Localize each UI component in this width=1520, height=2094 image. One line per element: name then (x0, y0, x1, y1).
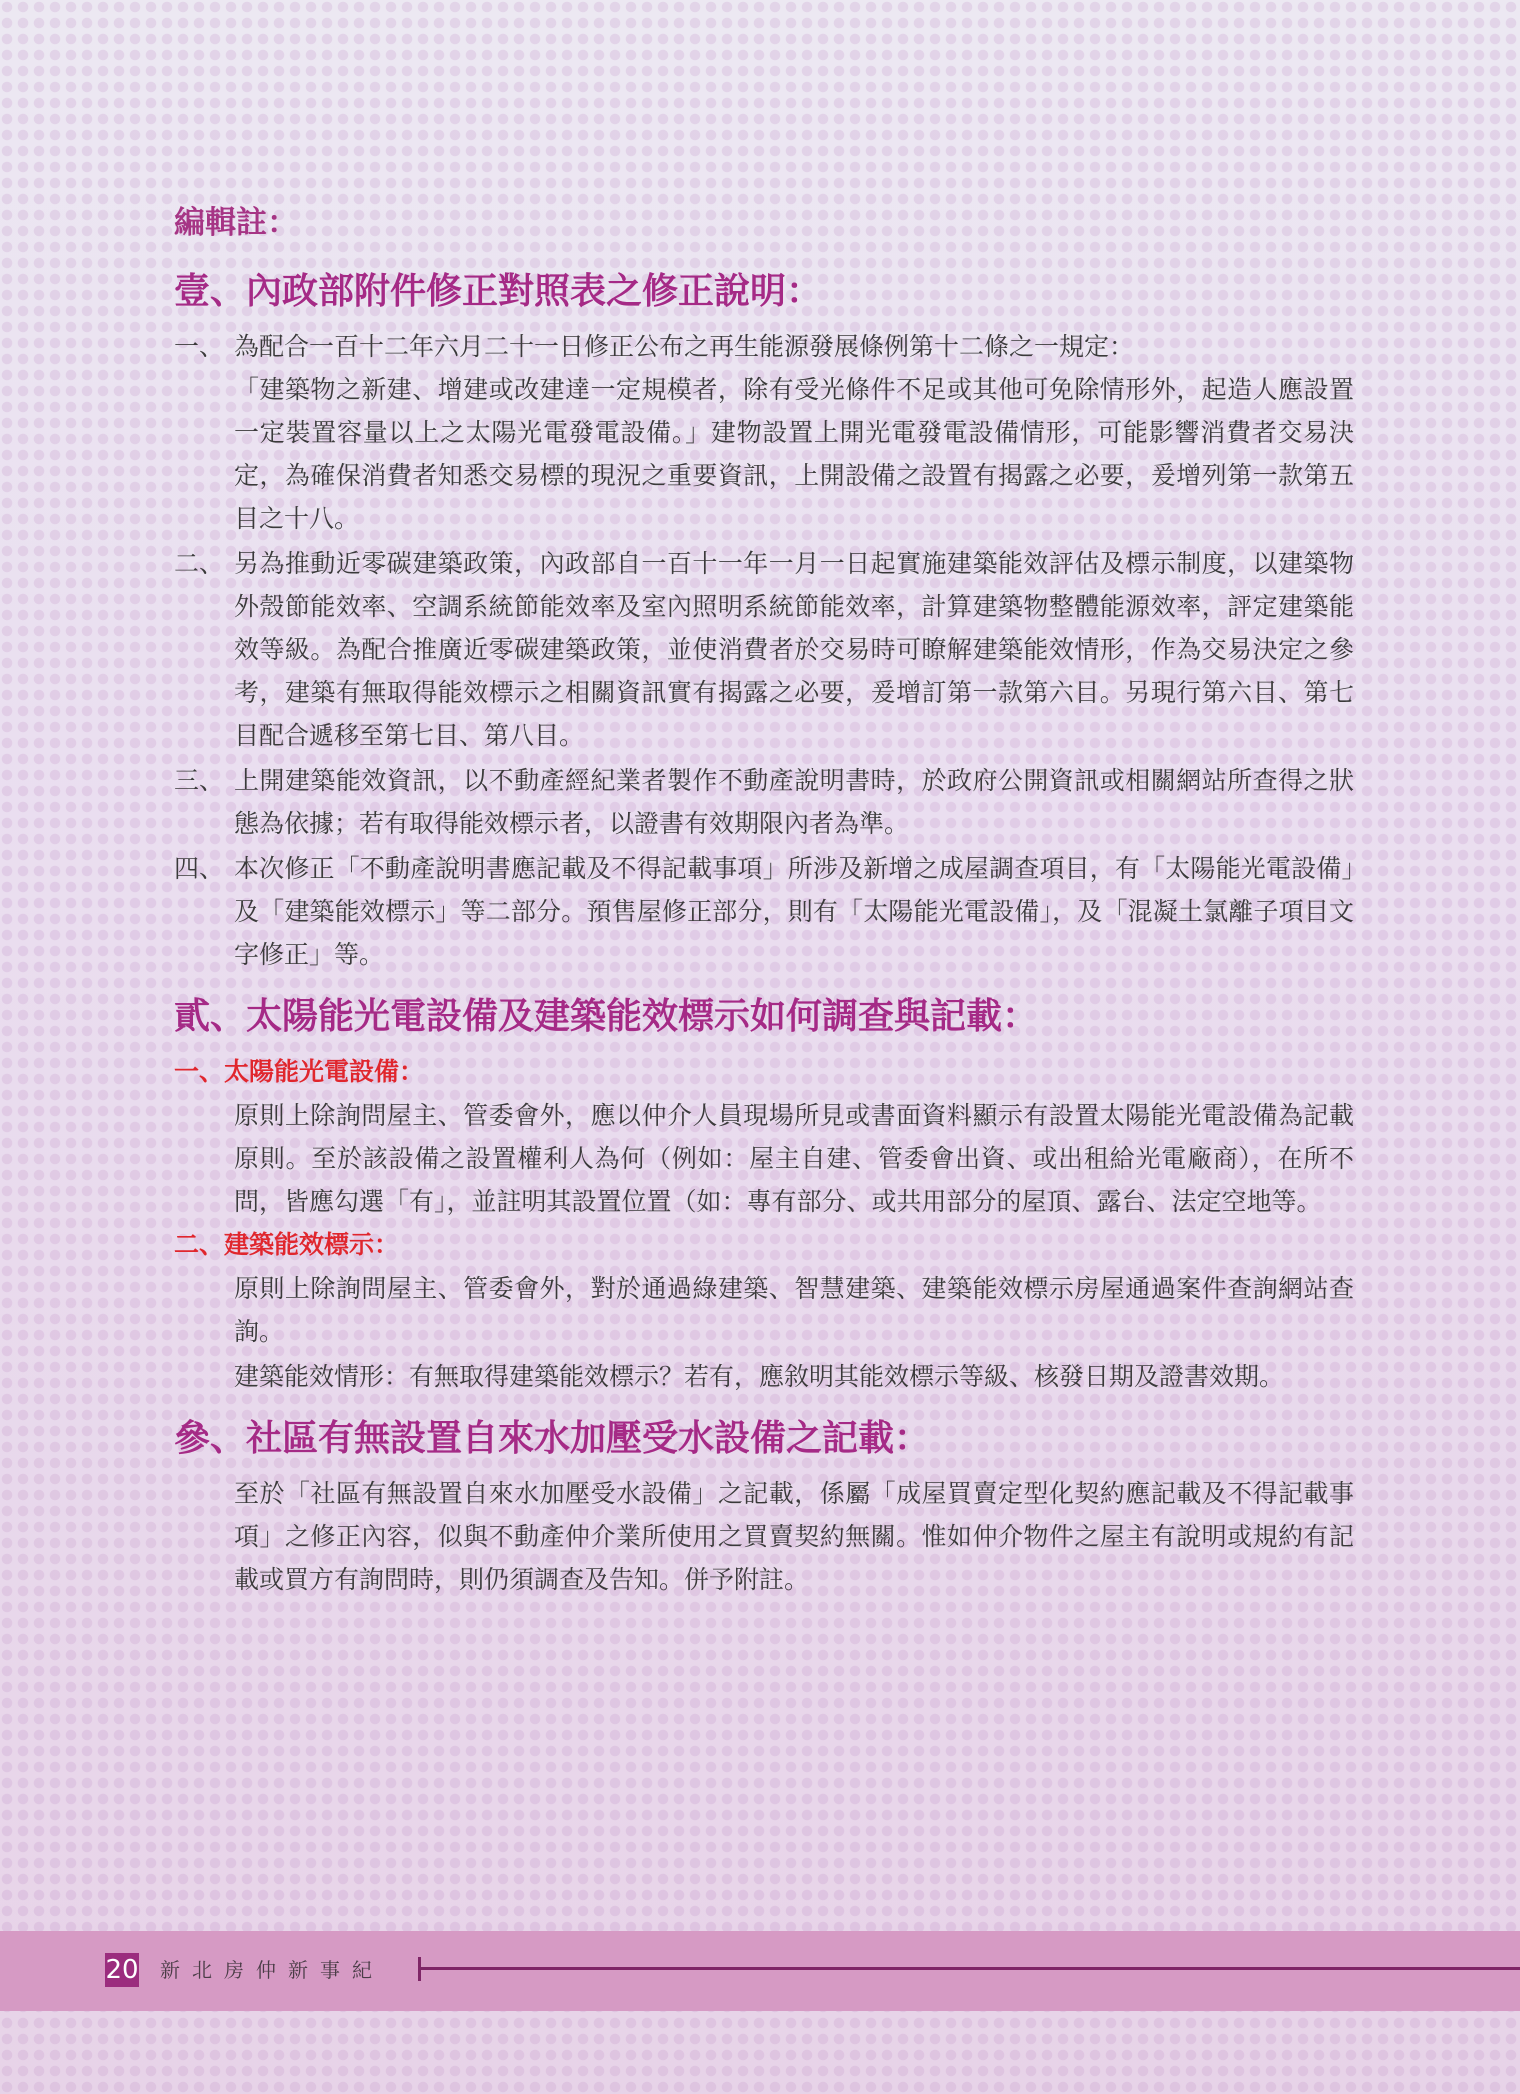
item-number: 二、 (174, 549, 225, 578)
page-number-badge: 20 (105, 1955, 139, 1985)
section-3-paragraph: 至於「社區有無設置自來水加壓受水設備」之記載，係屬「成屋買賣定型化契約應記載及不得記載事項」之修正內容，似與不動產仲介業所使用之買賣契約無關。惟如仲介物件之屋主有說明或規約有記載或買方有詢問時，則仍須調查及告知。併予附註。 (234, 1479, 1354, 1594)
item-text: 本次修正「不動產說明書應記載及不得記載事項」所涉及新增之成屋調查項目，有「太陽能光電設備」及「建築能效標示」等二部分。預售屋修正部分，則有「太陽能光電設備」，及「混凝土氯離子項目文字修正」等。 (234, 854, 1354, 969)
item-number: 四、 (174, 854, 225, 883)
section-2-subtitle-1: 一、太陽能光電設備： (174, 1057, 425, 1086)
section-2-subtitle-2: 二、建築能效標示： (174, 1230, 400, 1259)
section-3-title: 參、社區有無設置自來水加壓受水設備之記載： (174, 1418, 931, 1459)
section-2-sub-1-paragraph: 原則上除詢問屋主、管委會外，應以仲介人員現場所見或書面資料顯示有設置太陽能光電設備為記載原則。至於該設備之設置權利人為何（例如：屋主自建、管委會出資、或出租給光電廠商），在所不問，皆應勾選「有」，並註明其設置位置（如：專有部分、或共用部分的屋頂、露台、法定空地等。 (234, 1101, 1354, 1216)
section-2-sub-2-paragraph-1: 原則上除詢問屋主、管委會外，對於通過綠建築、智慧建築、建築能效標示房屋通過案件查詢網站查詢。 (234, 1274, 1354, 1346)
item-number: 三、 (174, 766, 225, 795)
magazine-name: 新北房仲新事紀 (160, 1958, 384, 1982)
section-1-item-2 (174, 542, 1354, 757)
section-1-item-4 (174, 847, 1354, 976)
section-2-title: 貳、太陽能光電設備及建築能效標示如何調查與記載： (174, 996, 1039, 1037)
editor-note-heading: 編輯註： (174, 205, 298, 241)
section-1-item-3 (174, 759, 1354, 845)
section-2-sub-2-paragraph-2: 建築能效情形：有無取得建築能效標示？若有，應敘明其能效標示等級、核發日期及證書效期。 (234, 1362, 1285, 1391)
page-footer (0, 1931, 1520, 2011)
section-1-title: 壹、內政部附件修正對照表之修正說明： (174, 271, 823, 312)
item-text: 為配合一百十二年六月二十一日修正公布之再生能源發展條例第十二條之一規定： (234, 332, 1135, 361)
item-text: 另為推動近零碳建築政策，內政部自一百十一年一月一日起實施建築能效評估及標示制度，以建築物外殼節能效率、空調系統節能效率及室內照明系統節能效率，計算建築物整體能源效率，評定建築能效等級。為配合推廣近零碳建築政策，並使消費者於交易時可瞭解建築能效情形，作為交易決定之參考，建築有無取得能效標示之相關資訊實有揭露之必要，爰增訂第一款第六目。另現行第六目、第七目配合遞移至第七目、第八目。 (234, 549, 1354, 750)
footer-rule (418, 1967, 1520, 1970)
section-1-item-1 (174, 325, 1354, 540)
item-quote-text: 「建築物之新建、增建或改建達一定規模者，除有受光條件不足或其他可免除情形外，起造人應設置一定裝置容量以上之太陽光電發電設備。」建物設置上開光電發電設備情形，可能影響消費者交易決定，為確保消費者知悉交易標的現況之重要資訊，上開設備之設置有揭露之必要，爰增列第一款第五目之十八。 (234, 375, 1354, 533)
item-text: 上開建築能效資訊，以不動產經紀業者製作不動產說明書時，於政府公開資訊或相關網站所查得之狀態為依據；若有取得能效標示者，以證書有效期限內者為準。 (234, 766, 1354, 838)
item-number: 一、 (174, 332, 225, 361)
page-content (174, 195, 1354, 1601)
